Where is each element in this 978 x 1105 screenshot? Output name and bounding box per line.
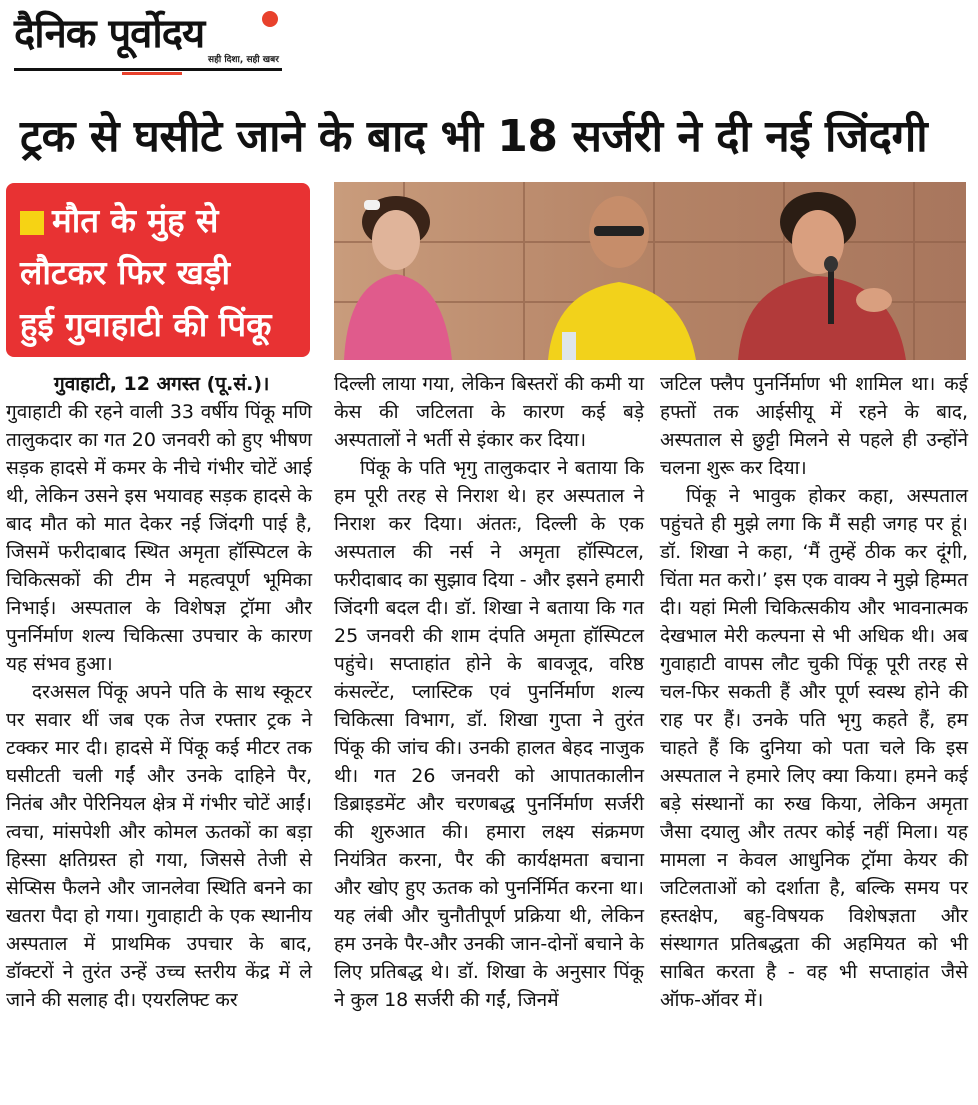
logo-dot-icon: [262, 11, 278, 27]
article-column-2: [334, 370, 644, 1014]
subheadline-line-2: लौटकर फिर खड़ी: [20, 253, 231, 292]
article-paragraph: पिंकू ने भावुक होकर कहा, अस्पताल पहुंचते ही मुझे लगा कि मैं सही जगह पर हूं। डॉ. शिखा ने कहा, ‘मैं तुम्हें ठीक कर दूंगी, चिंता मत करो।’ इस एक वाक्य ने मुझे हिम्मत दी। यहां मिली चिकित्सकीय और भावनात्मक देखभाल मेरी कल्पना से भी अधिक थी। अब गुवाहाटी वापस लौट चुकी पिंकू पूरी तरह से चल-फिर सकती हैं और पूर्ण स्वस्थ होने की राह पर हैं। उनके पति भृगु कहते हैं, हम चाहते हैं कि दुनिया को पता चले कि इस अस्पताल ने हमारे लिए क्या किया। हमने कई बड़े संस्थानों का रुख किया, लेकिन अमृता जैसा दयालु और तत्पर कोई नहीं मिला। यह मामला न केवल आधुनिक ट्रॉमा केयर की जटिलताओं को दर्शाता है, बल्कि समय पर हस्तक्षेप, बहु-विषयक विशेषज्ञता और संस्थागत प्रतिबद्धता की अहमियत को भी साबित करता है - वह भी सप्ताहांत जैसे ऑफ-ऑवर में।: [660, 485, 968, 1011]
subheadline-line-3: हुई गुवाहाटी की पिंकू: [20, 305, 272, 344]
dateline: गुवाहाटी, 12 अगस्त (पू.सं.)।: [54, 373, 270, 395]
headline: ट्रक से घसीटे जाने के बाद भी 18 सर्जरी ने दी नई जिंदगी: [20, 111, 928, 162]
article-column-3: [660, 370, 968, 1014]
article-paragraph: दिल्ली लाया गया, लेकिन बिस्तरों की कमी या केस की जटिलता के कारण कई बड़े अस्पतालों ने भर्ती से इंकार कर दिया।: [334, 373, 644, 451]
masthead-red-strip: [122, 72, 182, 75]
article-column-1: [6, 370, 312, 1014]
press-conference-photo: [334, 182, 966, 360]
newspaper-tagline: सही दिशा, सही खबर: [208, 55, 279, 65]
article-paragraph: पिंकू के पति भृगु तालुकदार ने बताया कि हम पूरी तरह से निराश थे। हर अस्पताल ने निराश कर दिया। अंततः, दिल्ली के एक अस्पताल की नर्स ने अमृता हॉस्पिटल, फरीदाबाद का सुझाव दिया - और इसने हमारी जिंदगी बदल दी। डॉ. शिखा ने बताया कि गत 25 जनवरी की शाम दंपति अमृता हॉस्पिटल पहुंचे। सप्ताहांत होने के बावजूद, वरिष्ठ कंसल्टेंट, प्लास्टिक एवं पुनर्निर्माण शल्य चिकित्सा विभाग, डॉ. शिखा गुप्ता ने तुरंत पिंकू की जांच की। उनकी हालत बेहद नाजुक थी। गत 26 जनवरी को आपातकालीन डिब्राइडमेंट और चरणबद्ध पुनर्निर्माण सर्जरी की शुरुआत की। हमारा लक्ष्य संक्रमण नियंत्रित करना, पैर की कार्यक्षमता बचाना और खोए हुए ऊतक को पुनर्निर्मित करना था। यह लंबी और चुनौतीपूर्ण प्रक्रिया थी, लेकिन हम उनके पैर-और उनकी जान-दोनों बचाने के लिए प्रतिबद्ध थे। डॉ. शिखा के अनुसार पिंकू ने कुल 18 सर्जरी की गईं, जिनमें: [334, 457, 644, 1011]
article-paragraph: गुवाहाटी, 12 अगस्त (पू.सं.)। गुवाहाटी की रहने वाली 33 वर्षीय पिंकू मणि तालुकदार का गत 20 जनवरी को हुए भीषण सड़क हादसे में कमर के नीचे गंभीर चोटें आई थी, लेकिन उसने इस भयावह सड़क हादसे के बाद मौत को मात देकर नई जिंदगी पाई है, जिसमें फरीदाबाद स्थित अमृता हॉस्पिटल के चिकित्सकों की टीम ने महत्वपूर्ण भूमिका निभाई। अस्पताल के विशेषज्ञ ट्रॉमा और पुनर्निर्माण शल्य चिकित्सा उपचार के कारण यह संभव हुआ।: [6, 370, 312, 678]
masthead: [0, 0, 978, 80]
article-paragraph: दरअसल पिंकू अपने पति के साथ स्कूटर पर सवार थीं जब एक तेज रफ्तार ट्रक ने टक्कर मार दी। हादसे में पिंकू कई मीटर तक घसीटती चली गईं और उनके दाहिने पैर, नितंब और पेरिनियल क्षेत्र में गंभीर चोटें आईं। त्वचा, मांसपेशी और कोमल ऊतकों का बड़ा हिस्सा क्षतिग्रस्त हो गया, जिससे तेजी से सेप्सिस फैलने और जानलेवा स्थिति बनने का खतरा पैदा हो गया। गुवाहाटी के एक स्थानीय अस्पताल में प्राथमिक उपचार के बाद, डॉक्टरों ने तुरंत उन्हें उच्च स्तरीय केंद्र में ले जाने की सलाह दी। एयरलिफ्ट कर: [6, 681, 312, 1011]
subheadline-box: [6, 183, 310, 357]
article-paragraph: जटिल फ्लैप पुनर्निर्माण भी शामिल था। कई हफ्तों तक आईसीयू में रहने के बाद, अस्पताल से छुट्टी मिलने से पहले ही उन्होंने चलना शुरू कर दिया।: [660, 373, 968, 479]
newspaper-title: दैनिक पूर्वोदय: [14, 11, 205, 57]
yellow-square-icon: [20, 211, 44, 235]
photo-illustration: [334, 182, 966, 360]
masthead-rule: [14, 68, 282, 71]
subheadline-line-1: मौत के मुंह से: [20, 195, 298, 247]
